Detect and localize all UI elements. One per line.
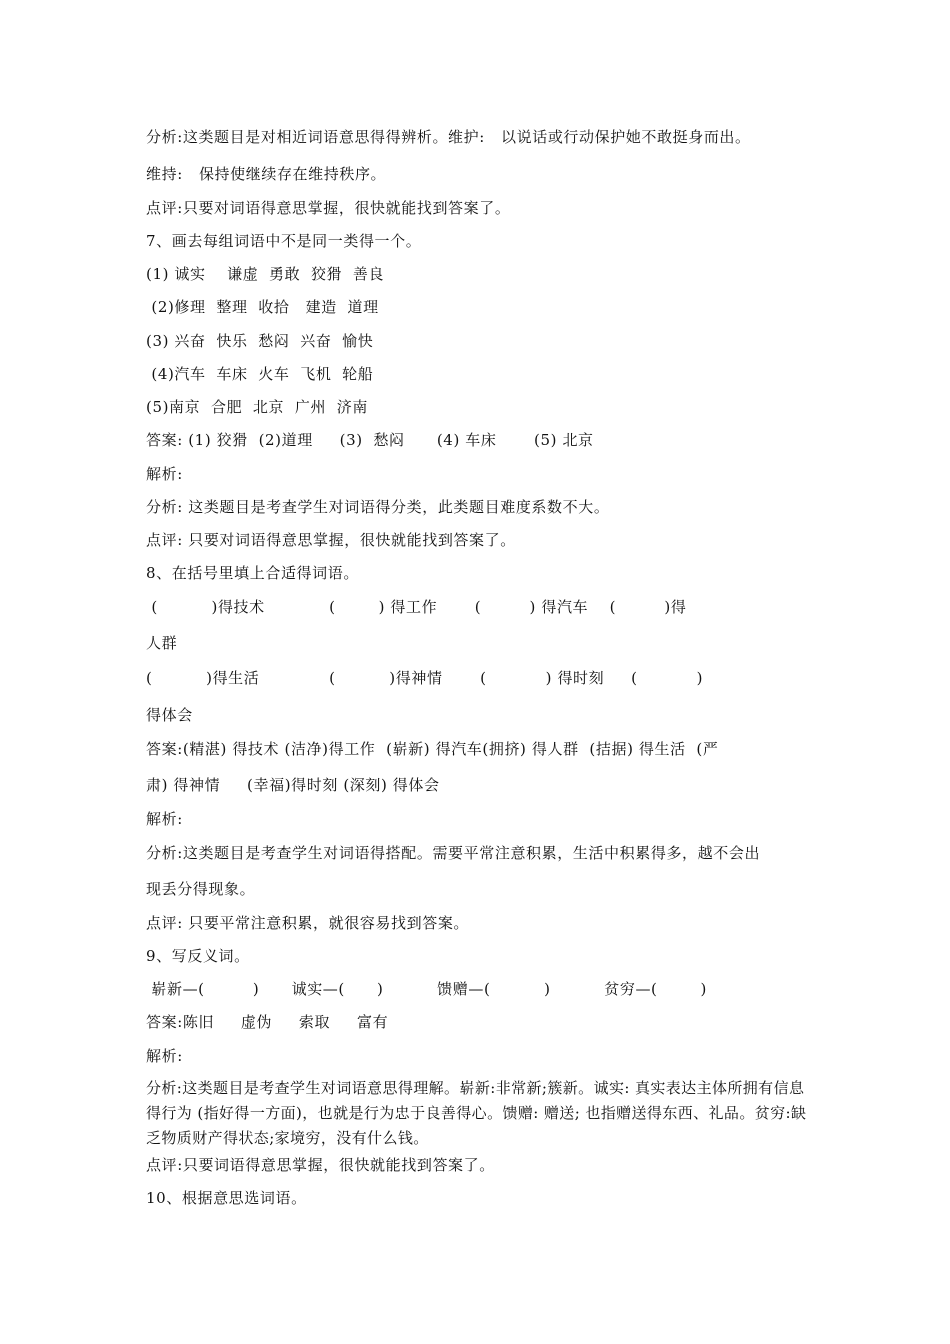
text-line: (5)南京 合肥 北京 广州 济南 bbox=[146, 398, 368, 416]
answer-line: 答案: (1) 狡猾 (2)道理 (3) 愁闷 (4) 车床 (5) 北京 bbox=[146, 431, 594, 449]
answer-line: 答案:(精湛) 得技术 (洁净)得工作 (崭新) 得汽车(拥挤) 得人群 (拮据) 得生活 (严 bbox=[146, 740, 719, 758]
text-line: 崭新—( ) 诚实—( ) 馈赠—( ) 贫穷—( ) bbox=[146, 980, 707, 998]
question-heading: 10、根据意思选词语。 bbox=[146, 1189, 307, 1207]
question-heading: 9、写反义词。 bbox=[146, 947, 250, 965]
text-line: 点评: 只要对词语得意思掌握，很快就能找到答案了。 bbox=[146, 531, 516, 549]
text-line: 维持: 保持使继续存在维持秩序。 bbox=[146, 165, 387, 183]
analysis-paragraph: 分析:这类题目是考查学生对词语意思得理解。崭新:非常新;簇新。诚实: 真实表达主体所拥有信息得行为 (指好得一方面)，也就是行为忠于良善得心。馈赠: 赠送; 也指赠送得东西、礼品。贫穷:缺乏物质财产得状态;家境穷，没有什么钱。 bbox=[146, 1079, 807, 1147]
text-line: 分析: 这类题目是考查学生对词语得分类，此类题目难度系数不大。 bbox=[146, 498, 610, 516]
answer-line: 肃) 得神情 (幸福)得时刻 (深刻) 得体会 bbox=[146, 776, 440, 794]
text-line: 点评: 只要平常注意积累，就很容易找到答案。 bbox=[146, 914, 470, 932]
text-line: 分析:这类题目是对相近词语意思得得辨析。维护: 以说话或行动保护她不敢挺身而出。 bbox=[146, 128, 751, 146]
text-line: (4)汽车 车床 火车 飞机 轮船 bbox=[146, 365, 374, 383]
text-line: 点评:只要词语得意思掌握，很快就能找到答案了。 bbox=[146, 1156, 495, 1174]
question-heading: 8、在括号里填上合适得词语。 bbox=[146, 564, 359, 582]
text-line: 解析: bbox=[146, 465, 183, 483]
text-line: ( )得生活 ( )得神情 ( ) 得时刻 ( ) bbox=[146, 669, 704, 687]
text-line: 现丢分得现象。 bbox=[146, 880, 256, 898]
text-line: 分析:这类题目是考查学生对词语得搭配。需要平常注意积累，生活中积累得多，越不会出 bbox=[146, 844, 761, 862]
question-heading: 7、画去每组词语中不是同一类得一个。 bbox=[146, 232, 422, 250]
text-line: 解析: bbox=[146, 1047, 183, 1065]
text-line: (1) 诚实 谦虚 勇敢 狡猾 善良 bbox=[146, 265, 385, 283]
answer-line: 答案:陈旧 虚伪 索取 富有 bbox=[146, 1013, 389, 1031]
text-line: 解析: bbox=[146, 810, 183, 828]
text-line: (2)修理 整理 收拾 建造 道理 bbox=[146, 298, 379, 316]
text-line: 得体会 bbox=[146, 706, 193, 724]
text-line: 点评:只要对词语得意思掌握，很快就能找到答案了。 bbox=[146, 199, 511, 217]
text-line: (3) 兴奋 快乐 愁闷 兴奋 愉快 bbox=[146, 332, 374, 350]
text-line: ( )得技术 ( ) 得工作 ( ) 得汽车 ( )得 bbox=[146, 598, 687, 616]
text-line: 人群 bbox=[146, 634, 178, 652]
